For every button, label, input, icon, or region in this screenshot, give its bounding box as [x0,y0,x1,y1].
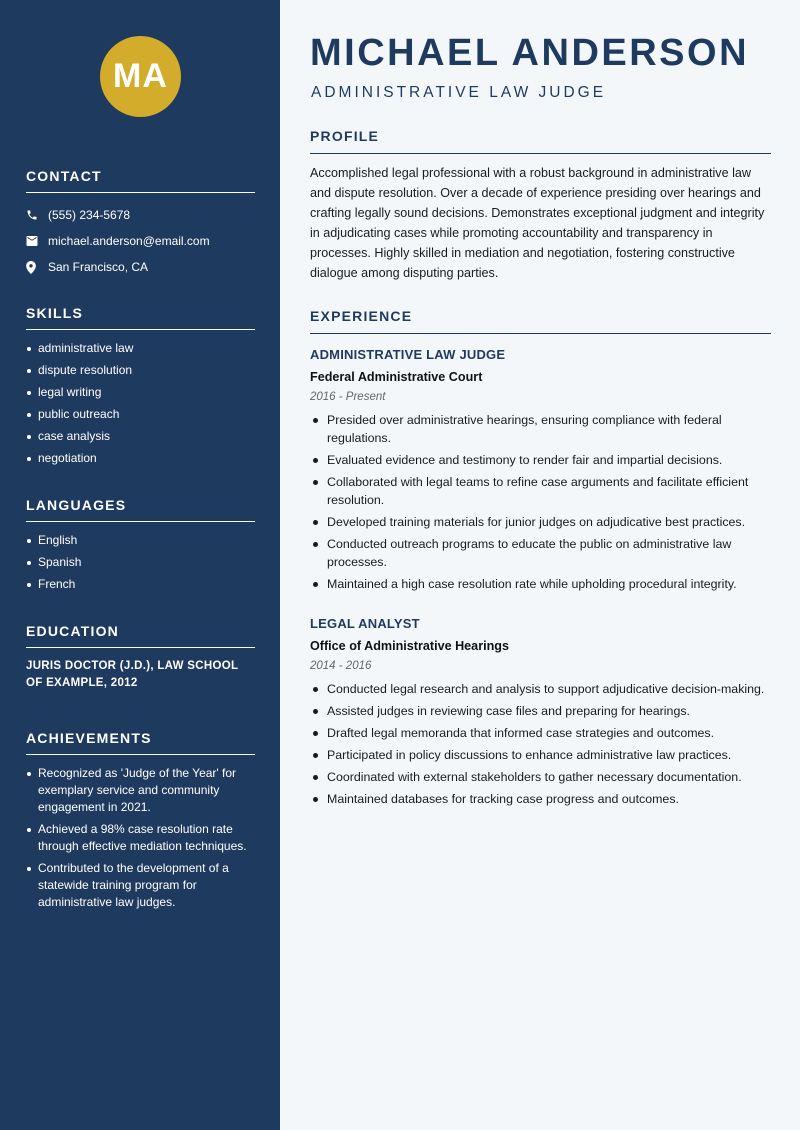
education-entry: JURIS DOCTOR (J.D.), LAW SCHOOL OF EXAMPLE, 2012 [26,660,239,689]
skills-list [26,340,255,467]
skill-item: case analysis [26,428,255,445]
job-organization: Federal Administrative Court [310,370,483,384]
education-section [26,623,255,692]
contact-heading: CONTACT [26,168,255,193]
job-bullet: Maintained databases for tracking case progress and outcomes. [310,790,771,808]
contact-section [26,168,255,280]
skills-section [26,305,255,472]
education-heading: EDUCATION [26,623,255,648]
skill-item: public outreach [26,406,255,423]
job-bullet: Conducted outreach programs to educate the public on administrative law processes. [310,535,771,571]
experience-heading: EXPERIENCE [310,308,771,334]
job-organization: Office of Administrative Hearings [310,639,509,653]
job-title: LEGAL ANALYST [310,616,420,631]
skill-item: negotiation [26,450,255,467]
skill-item: administrative law [26,340,255,357]
languages-heading: LANGUAGES [26,497,255,522]
achievement-item: Recognized as 'Judge of the Year' for exemplary service and community engagement in 2021. [26,765,255,816]
language-item: French [26,576,255,593]
skill-item: legal writing [26,384,255,401]
job-bullet: Participated in policy discussions to enhance administrative law practices. [310,746,771,764]
contact-email[interactable] [26,228,255,254]
email-text: michael.anderson@email.com [48,234,210,248]
map-pin-icon [26,261,48,274]
achievement-item: Contributed to the development of a statewide training program for administrative law judges. [26,860,255,911]
job-bullet: Developed training materials for junior judges on adjudicative best practices. [310,513,771,531]
phone-icon [26,209,48,221]
job-bullets [310,680,771,808]
skills-heading: SKILLS [26,305,255,330]
envelope-icon [26,236,48,246]
skill-item: dispute resolution [26,362,255,379]
job-entry [310,616,771,812]
job-bullet: Drafted legal memoranda that informed case strategies and outcomes. [310,724,771,742]
job-bullet: Conducted legal research and analysis to support adjudicative decision-making. [310,680,771,698]
job-bullet: Assisted judges in reviewing case files and preparing for hearings. [310,702,771,720]
job-dates: 2014 - 2016 [310,660,372,672]
achievement-item: Achieved a 98% case resolution rate through effective mediation techniques. [26,821,255,855]
main-content [280,0,800,1130]
page-title: MICHAEL ANDERSON [310,32,750,74]
job-bullet: Collaborated with legal teams to refine case arguments and facilitate efficient resolution. [310,473,771,509]
profile-text: Accomplished legal professional with a robust background in administrative law and dispute resolution. Over a decade of experience presiding over hearings and crafting legally sound decisions. Demonstrates exceptional judgment and integrity in adjudicating cases while promoting accountability and transparency in processes. Highly skilled in mediation and negotiation, fostering constructive dialogue among disputing parties. [310,166,765,280]
language-item: English [26,532,255,549]
job-bullets [310,411,771,593]
languages-section [26,497,255,598]
job-bullet: Evaluated evidence and testimony to render fair and impartial decisions. [310,451,771,469]
job-title-subheading: ADMINISTRATIVE LAW JUDGE [311,84,607,101]
profile-heading: PROFILE [310,128,771,154]
languages-list [26,532,255,593]
location-text: San Francisco, CA [48,260,149,274]
job-dates: 2016 - Present [310,391,386,403]
job-title: ADMINISTRATIVE LAW JUDGE [310,347,506,362]
profile-section [310,128,771,283]
job-entry [310,347,771,597]
job-bullet: Maintained a high case resolution rate while upholding procedural integrity. [310,575,771,593]
phone-text: (555) 234-5678 [48,208,131,222]
contact-location [26,254,255,280]
sidebar [0,0,280,1130]
language-item: Spanish [26,554,255,571]
experience-section [310,308,771,334]
avatar: MA [100,36,181,117]
achievements-list [26,765,255,911]
achievements-heading: ACHIEVEMENTS [26,730,255,755]
contact-phone[interactable] [26,202,255,228]
job-bullet: Coordinated with external stakeholders to gather necessary documentation. [310,768,771,786]
job-bullet: Presided over administrative hearings, ensuring compliance with federal regulations. [310,411,771,447]
achievements-section [26,730,255,916]
